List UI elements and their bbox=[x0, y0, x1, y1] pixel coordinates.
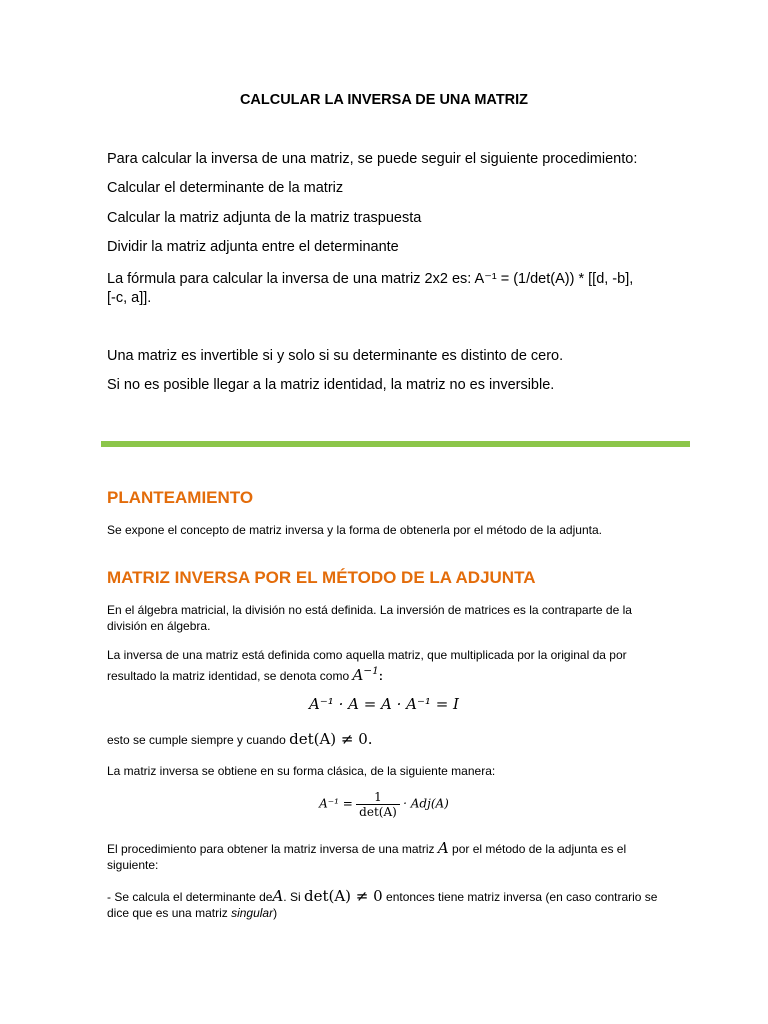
procedure-text-a: El procedimiento para obtener la matriz inversa de una matriz bbox=[107, 842, 435, 856]
paragraph-condition bbox=[107, 731, 663, 748]
step-text-b: . Si bbox=[283, 890, 301, 904]
equation-inverse-identity: A⁻¹ · A = A · A⁻¹ = I bbox=[309, 695, 459, 713]
inverse-notation-colon: : bbox=[378, 669, 383, 683]
equation-inverse-adjunta bbox=[0, 790, 768, 819]
paragraph-procedure bbox=[107, 840, 663, 873]
paragraph-division-line-1: En el álgebra matricial, la división no está definida. La inversión de matrices es la contraparte de la bbox=[107, 603, 632, 617]
planteamiento-text: Se expone el concepto de matriz inversa y la forma de obtenerla por el método de la adjunta. bbox=[107, 523, 602, 537]
equation-lhs: A⁻¹ = bbox=[319, 796, 353, 811]
step-determinant-line-1 bbox=[107, 888, 663, 905]
fraction-numerator: 1 bbox=[356, 790, 400, 805]
intro-paragraph-1: Para calcular la inversa de una matriz, se puede seguir el siguiente procedimiento: bbox=[107, 151, 638, 167]
paragraph-definition-line-1: La inversa de una matriz está definida como aquella matriz, que multiplicada por la original da por bbox=[107, 648, 627, 662]
step-text-c: entonces tiene matriz inversa (en caso contrario se bbox=[386, 890, 658, 904]
paragraph-division bbox=[107, 602, 663, 634]
step-determinant-line-2 bbox=[107, 905, 663, 921]
intro-formula-paragraph bbox=[107, 270, 677, 308]
step-singular-term: singular bbox=[231, 906, 274, 920]
intro-step-dividir: Dividir la matriz adjunta entre el determinante bbox=[107, 239, 399, 255]
inverse-notation bbox=[352, 666, 378, 684]
step-text-a: - Se calcula el determinante de bbox=[107, 890, 273, 904]
equation-rhs: · Adj(A) bbox=[403, 796, 449, 811]
paragraph-definition bbox=[107, 647, 663, 684]
step-det-nonzero: det(A) ≠ 0 bbox=[303, 887, 383, 905]
fraction-denominator: det(A) bbox=[359, 805, 397, 819]
equation-fraction bbox=[356, 790, 400, 819]
intro-formula-line-1: La fórmula para calcular la inversa de una matriz 2x2 es: A⁻¹ = (1/det(A)) * [[d, -b], bbox=[107, 271, 634, 287]
paragraph-definition-line-2 bbox=[107, 663, 663, 684]
section-heading-metodo-adjunta: MATRIZ INVERSA POR EL MÉTODO DE LA ADJUNTA bbox=[107, 568, 536, 587]
intro-step-adjunta: Calcular la matriz adjunta de la matriz traspuesta bbox=[107, 210, 422, 226]
step-text-e: ) bbox=[273, 906, 278, 920]
intro-identity-statement: Si no es posible llegar a la matriz identidad, la matriz no es inversible. bbox=[107, 377, 555, 393]
document-title: CALCULAR LA INVERSA DE UNA MATRIZ bbox=[239, 92, 529, 108]
section-divider bbox=[101, 441, 690, 447]
paragraph-step-determinant bbox=[107, 888, 663, 921]
intro-step-determinant: Calcular el determinante de la matriz bbox=[107, 180, 344, 196]
paragraph-definition-text: resultado la matriz identidad, se denota como bbox=[107, 669, 350, 683]
paragraph-procedure-line-1 bbox=[107, 840, 663, 857]
condition-det-nonzero: det(A) ≠ 0. bbox=[289, 730, 373, 748]
section-heading-planteamiento: PLANTEAMIENTO bbox=[107, 488, 254, 507]
step-matrix-symbol: A bbox=[272, 887, 284, 905]
paragraph-division-line-2: división en álgebra. bbox=[107, 619, 211, 633]
step-text-d: dice que es una matriz bbox=[107, 906, 228, 920]
paragraph-condition-text: esto se cumple siempre y cuando bbox=[107, 733, 286, 747]
matrix-symbol: A bbox=[437, 839, 449, 857]
procedure-text-b: por el método de la adjunta es el bbox=[452, 842, 627, 856]
intro-invertible-statement: Una matriz es invertible si y solo si su determinante es distinto de cero. bbox=[107, 348, 564, 364]
inverse-notation-exponent: −1 bbox=[363, 665, 379, 677]
paragraph-procedure-line-2: siguiente: bbox=[107, 858, 159, 872]
paragraph-classic-form: La matriz inversa se obtiene en su forma clásica, de la siguiente manera: bbox=[107, 764, 496, 778]
inverse-notation-symbol: A bbox=[352, 666, 364, 684]
intro-formula-line-2: [-c, a]]. bbox=[107, 290, 152, 306]
